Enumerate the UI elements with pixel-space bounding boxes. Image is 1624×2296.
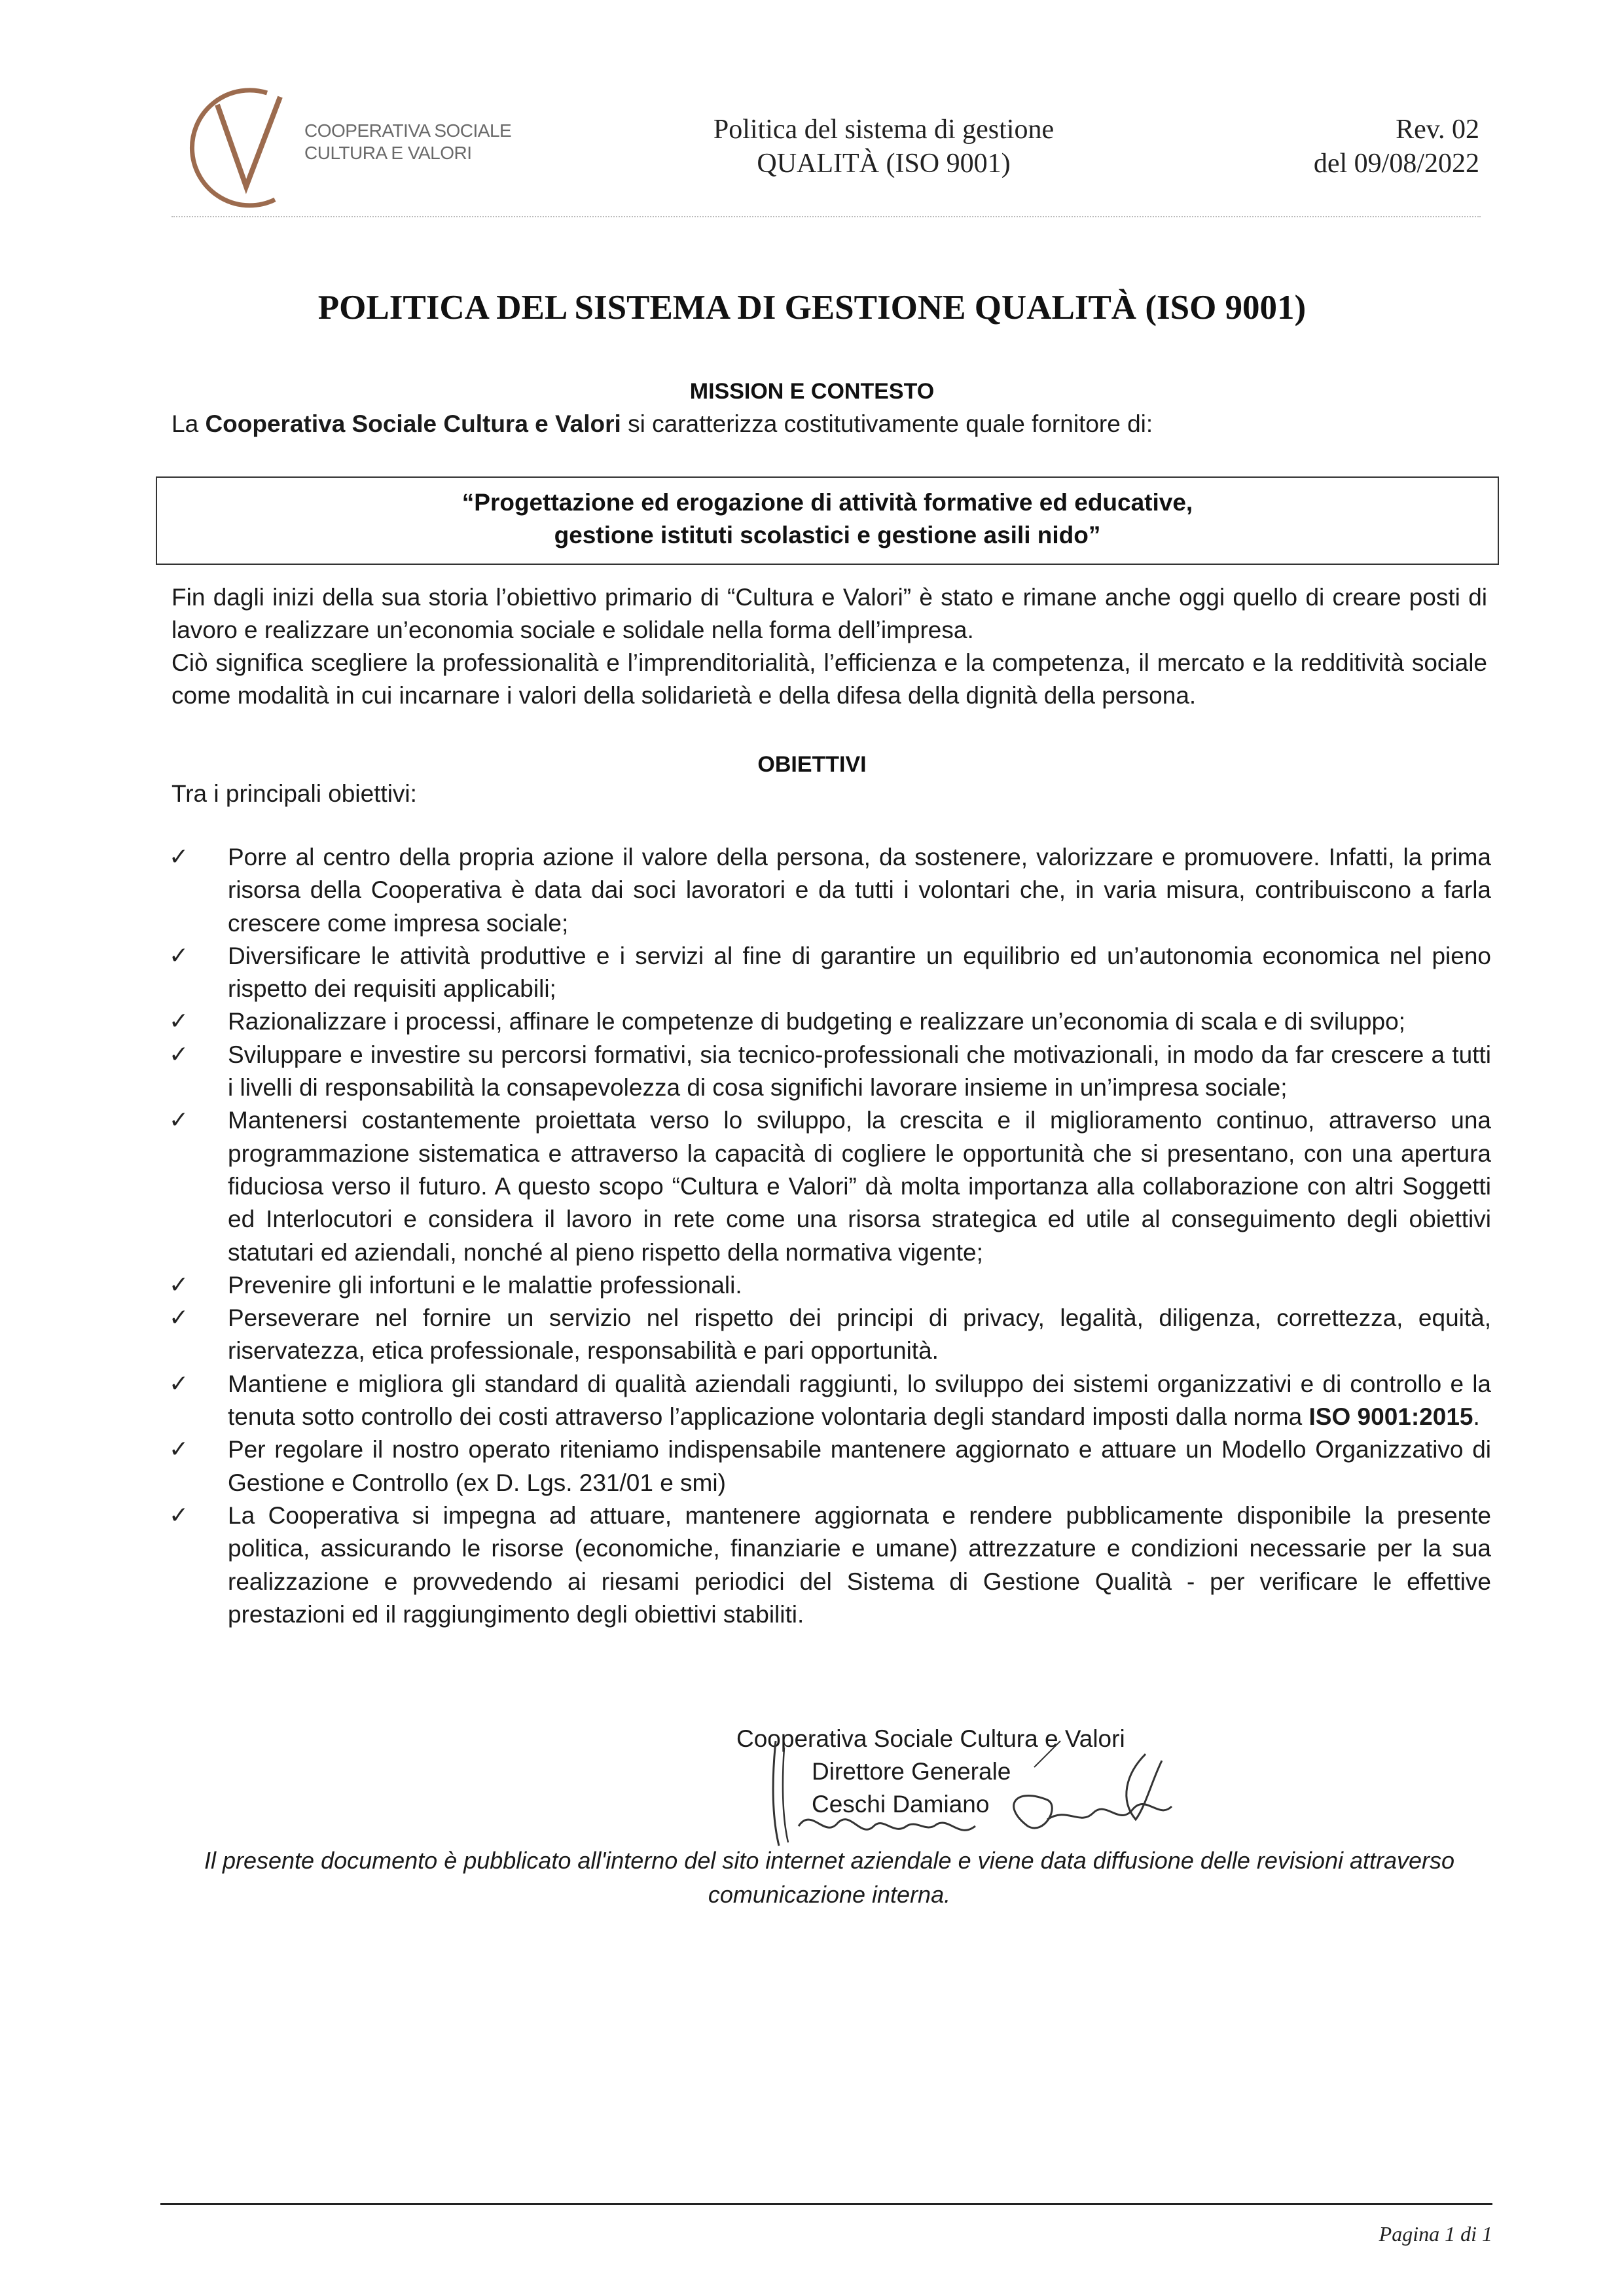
logo-text <box>304 120 511 164</box>
checkmark-icon: ✓ <box>169 1436 189 1463</box>
signature-org: Cooperativa Sociale Cultura e Valori <box>736 1725 1125 1752</box>
checkmark-icon: ✓ <box>169 1501 189 1529</box>
document-title: POLITICA DEL SISTEMA DI GESTIONE QUALITÀ (ISO 9001) <box>317 289 1307 327</box>
list-item <box>169 841 1491 940</box>
activity-line2: gestione istituti scolastici e gestione asili nido” <box>554 522 1101 548</box>
header-divider <box>171 216 1481 217</box>
checkmark-icon: ✓ <box>169 1304 189 1332</box>
objectives-heading: OBIETTIVI <box>757 752 867 777</box>
list-item <box>169 1499 1491 1631</box>
publication-note: Il presente documento è pubblicato all'interno del sito internet aziendale e viene data diffusione delle revisioni attraverso comunicazione interna. <box>204 1847 1455 1908</box>
page-number: Pagina 1 di 1 <box>1379 2222 1492 2246</box>
mission-paragraph-2: Ciò significa scegliere la professionalità e l’imprenditorialità, l’efficienza e la competenza, il mercato e la redditività sociale come modalità in cui incarnare i valori della solidarietà e della difesa della dignità della persona. <box>171 649 1487 709</box>
checkmark-icon: ✓ <box>169 1370 189 1397</box>
mission-paragraph-1: Fin dagli inizi della sua storia l’obiettivo primario di “Cultura e Valori” è stato e rimane anche oggi quello di creare posti di lavoro e realizzare un’economia sociale e solidale nella forma dell’impresa. <box>171 584 1487 643</box>
logo-line1: COOPERATIVA SOCIALE <box>304 120 512 141</box>
objective-text-end: . <box>1473 1403 1480 1431</box>
list-item <box>169 1368 1491 1434</box>
list-item <box>169 1433 1491 1499</box>
objective-text: Razionalizzare i processi, affinare le competenze di budgeting e realizzare un’economia di scala e di sviluppo; <box>228 1008 1405 1035</box>
header-center-line1: Politica del sistema di gestione <box>713 115 1055 145</box>
objective-text: Perseverare nel fornire un servizio nel rispetto dei principi di privacy, legalità, diligenza, correttezza, equità, riservatezza, etica professionale, responsabilità e pari opportunità. <box>228 1304 1491 1365</box>
logo-line2: CULTURA E VALORI <box>304 143 472 163</box>
header-rev: Rev. 02 <box>1396 115 1479 145</box>
mission-intro <box>171 408 1487 440</box>
header-center-line2: QUALITÀ (ISO 9001) <box>757 149 1011 179</box>
list-item <box>169 1302 1491 1368</box>
iso-standard: ISO 9001:2015 <box>1308 1403 1473 1431</box>
objectives-list <box>169 841 1491 1631</box>
signature-name: Ceschi Damiano <box>812 1791 990 1818</box>
handwritten-signature <box>753 1728 1211 1859</box>
objective-text: Mantenersi costantemente proiettata verso lo sviluppo, la crescita e il miglioramento continuo, attraverso una programmazione sistematica e attraverso la capacità di cogliere le opportunità che si presentano, con una apertura fiduciosa verso il futuro. A questo scopo “Cultura e Valori” dà molta importanza alla collaborazione con altri Soggetti ed Interlocutori e considera il lavoro in rete come una risorsa strategica ed utile al conseguimento degli obiettivi statutari ed aziendali, nonché al pieno rispetto della normativa vigente; <box>228 1107 1491 1266</box>
objective-text: Porre al centro della propria azione il valore della persona, da sostenere, valorizzare e promuovere. Infatti, la prima risorsa della Cooperativa è data dai soci lavoratori e da tutti i volontari che, in varia misura, contribuiscono a farla crescere come impresa sociale; <box>228 844 1491 937</box>
checkmark-icon: ✓ <box>169 1041 189 1068</box>
list-item <box>169 1005 1491 1038</box>
activity-line1: “Progettazione ed erogazione di attività formative ed educative, <box>461 489 1193 516</box>
header-rev-date: del 09/08/2022 <box>1313 149 1479 179</box>
objectives-intro: Tra i principali obiettivi: <box>171 780 417 807</box>
mission-intro-prefix: La <box>171 410 206 437</box>
footer-divider <box>160 2203 1492 2205</box>
mission-intro-bold: Cooperativa Sociale Cultura e Valori <box>205 410 621 437</box>
checkmark-icon: ✓ <box>169 1107 189 1134</box>
objective-text: Prevenire gli infortuni e le malattie professionali. <box>228 1271 742 1299</box>
signature-role: Direttore Generale <box>812 1758 1011 1785</box>
header-document-type <box>589 113 1178 181</box>
objective-text: Per regolare il nostro operato riteniamo indispensabile mantenere aggiornato e attuare un Modello Organizzativo di Gestione e Controllo (ex D. Lgs. 231/01 e smi) <box>228 1436 1491 1496</box>
mission-heading: MISSION E CONTESTO <box>689 379 935 404</box>
activity-box-text <box>156 486 1499 552</box>
list-item <box>169 1039 1491 1105</box>
checkmark-icon: ✓ <box>169 844 189 870</box>
objective-text: La Cooperativa si impegna ad attuare, mantenere aggiornata e rendere pubblicamente disponibile la presente politica, assicurando le risorse (economiche, finanziarie e umane) attrezzature e condizioni necessarie per la sua realizzazione e provvedendo ai riesami periodici del Sistema di Gestione Qualità - per verificare le effettive prestazioni ed il raggiungimento degli obiettivi stabiliti. <box>228 1501 1491 1628</box>
header-revision <box>1231 113 1479 181</box>
checkmark-icon: ✓ <box>169 1008 189 1035</box>
logo-cv-icon <box>183 79 308 209</box>
objective-text: Diversificare le attività produttive e i servizi al fine di garantire un equilibrio ed un’autonomia economica nel pieno rispetto dei requisiti applicabili; <box>228 942 1491 1003</box>
mission-intro-suffix: si caratterizza costitutivamente quale fornitore di: <box>621 410 1153 437</box>
objective-text: Sviluppare e investire su percorsi formativi, sia tecnico-professionali che motivazionali, in modo da far crescere a tutti i livelli di responsabilità la consapevolezza di cosa significhi lavorare insieme in un’impresa sociale; <box>228 1041 1491 1102</box>
list-item <box>169 1104 1491 1268</box>
objective-text: Mantiene e migliora gli standard di qualità aziendali raggiunti, lo sviluppo dei sistemi organizzativi e di controllo e la tenuta sotto controllo dei costi attraverso l’applicazione volontaria degli standard imposti dalla norma <box>228 1370 1491 1431</box>
checkmark-icon: ✓ <box>169 942 189 969</box>
checkmark-icon: ✓ <box>169 1271 189 1299</box>
list-item <box>169 940 1491 1006</box>
list-item <box>169 1269 1491 1302</box>
